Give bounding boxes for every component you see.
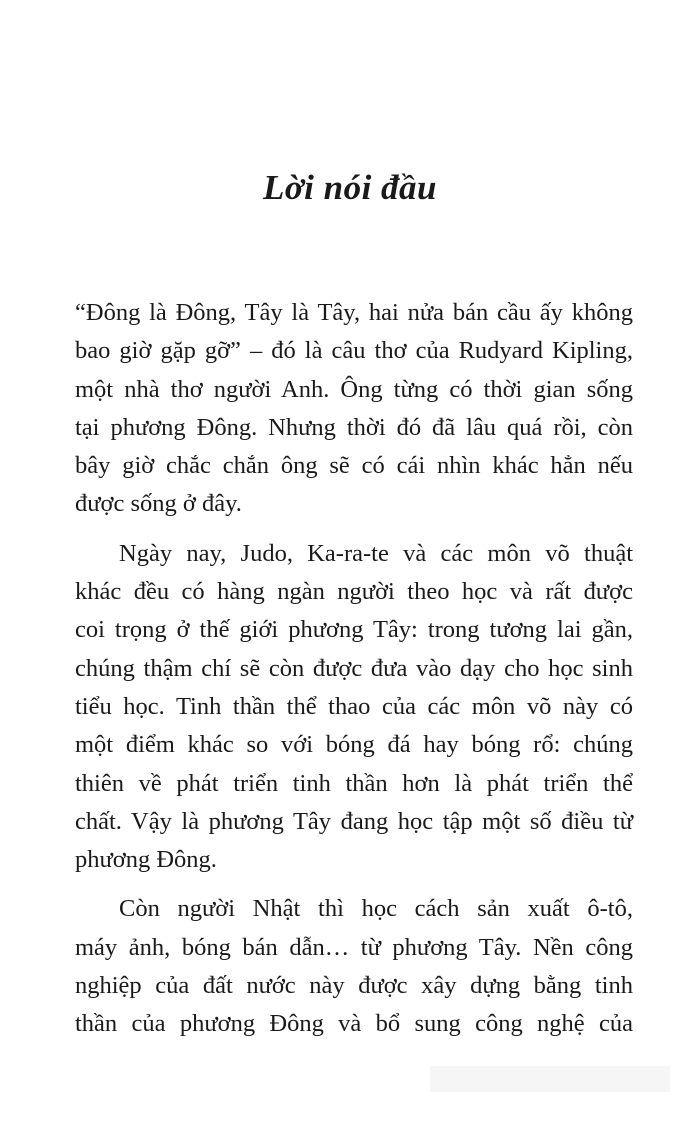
body-text [75, 294, 633, 1055]
text-line: Ngày nay, Judo, Ka-ra-te và các môn võ thuật [119, 539, 633, 567]
text-line: một điểm khác so với bóng đá hay bóng rổ: chúng [75, 731, 633, 759]
text-line: bây giờ chắc chắn ông sẽ có cái nhìn khác hẳn nếu [75, 452, 633, 480]
text-line: thiên về phát triển tinh thần hơn là phát triển thể [75, 769, 633, 797]
paragraph-2 [75, 535, 633, 880]
paragraph-1 [75, 294, 633, 524]
page-title: Lời nói đầu [262, 168, 438, 207]
text-line: chúng thậm chí sẽ còn được đưa vào dạy cho học sinh [75, 654, 633, 682]
text-line: bao giờ gặp gỡ” – đó là câu thơ của Rudyard Kipling, [75, 337, 633, 365]
text-line: tại phương Đông. Nhưng thời đó đã lâu quá rồi, còn [75, 413, 633, 441]
text-line: Còn người Nhật thì học cách sản xuất ô-tô, [119, 895, 633, 923]
text-line: khác đều có hàng ngàn người theo học và rất được [75, 578, 633, 606]
text-line: nghiệp của đất nước này được xây dựng bằng tinh [75, 972, 633, 1000]
text-line: máy ảnh, bóng bán dẫn… từ phương Tây. Nền công [75, 933, 633, 961]
scan-smudge [430, 1066, 670, 1092]
text-line: thần của phương Đông và bổ sung công nghệ của [75, 1010, 633, 1038]
text-line: một nhà thơ người Anh. Ông từng có thời gian sống [75, 375, 633, 403]
text-line: tiểu học. Tinh thần thể thao của các môn võ này có [75, 692, 633, 720]
paragraph-3 [75, 890, 633, 1043]
text-line: “Đông là Đông, Tây là Tây, hai nửa bán cầu ấy không [75, 299, 633, 326]
text-line: coi trọng ở thế giới phương Tây: trong tương lai gần, [75, 616, 633, 644]
text-line: được sống ở đây. [75, 490, 242, 518]
text-line: chất. Vậy là phương Tây đang học tập một số điều từ [75, 807, 633, 835]
text-line: phương Đông. [75, 846, 217, 874]
